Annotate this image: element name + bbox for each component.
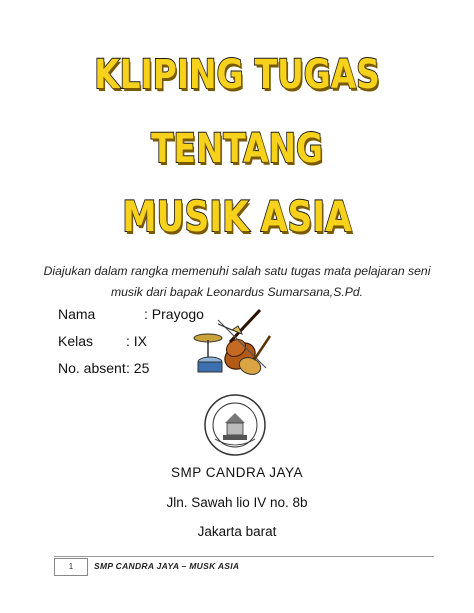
school-seal-logo	[203, 393, 267, 457]
footer-divider	[54, 556, 434, 557]
absent-label: No. absent	[58, 360, 126, 376]
absent-value: : 25	[126, 360, 150, 376]
title-line-3: MUSIK ASIA	[122, 192, 352, 241]
school-city: Jakarta barat	[197, 524, 277, 539]
title-line-2: TENTANG	[151, 126, 323, 172]
intro-line-2: musik dari bapak Leonardus Sumarsana,S.Pd.	[110, 285, 364, 299]
class-label: Kelas	[58, 333, 94, 349]
page-number: 1	[54, 558, 88, 576]
musical-instruments-icon	[188, 300, 274, 386]
intro-paragraph	[40, 261, 434, 303]
school-name: SMP CANDRA JAYA	[170, 465, 304, 480]
footer-text: SMP CANDRA JAYA – MUSK ASIA	[94, 561, 240, 571]
intro-line-1: Diajukan dalam rangka memenuhi salah satu tugas mata pelajaran seni	[43, 264, 431, 278]
student-name-row	[58, 306, 204, 322]
name-label: Nama	[58, 306, 96, 322]
title-line-1: KLIPING TUGAS	[94, 52, 380, 98]
student-class-row	[58, 333, 148, 349]
student-absent-row	[58, 360, 150, 376]
school-address: Jln. Sawah lio IV no. 8b	[166, 495, 308, 510]
class-value: : IX	[126, 333, 148, 349]
name-value: : Prayogo	[144, 306, 204, 322]
